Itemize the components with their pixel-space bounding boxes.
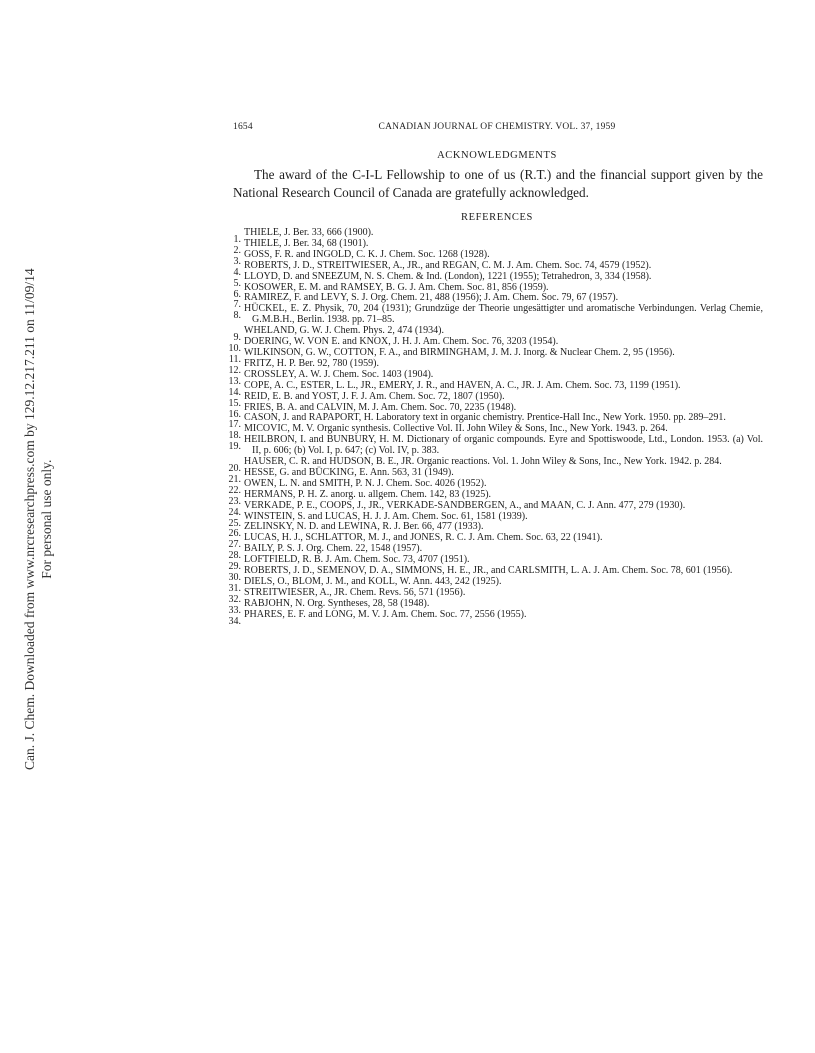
reference-number: 16. xyxy=(228,408,241,420)
reference-number: 26. xyxy=(228,528,241,540)
reference-number: 11. xyxy=(228,353,241,365)
reference-number: 21. xyxy=(228,473,241,485)
reference-text: RAMIREZ, F. and LEVY, S. J. Org. Chem. 21, 488 (1956); J. Am. Chem. Soc. 79, 67 (1957). xyxy=(244,292,619,304)
reference-number: 6. xyxy=(233,288,241,300)
reference-number: 31. xyxy=(228,583,241,594)
references-heading: REFERENCES xyxy=(461,212,533,223)
reference-text: LUCAS, H. J., SCHLATTOR, M. J., and JONES, R. C. J. Am. Chem. Soc. 63, 22 (1941). xyxy=(244,532,603,544)
reference-number: 22. xyxy=(228,484,241,496)
reference-item xyxy=(232,304,763,326)
reference-number: 18. xyxy=(228,430,241,442)
reference-text: LOFTFIELD, R. B. J. Am. Chem. Soc. 73, 4707 (1951). xyxy=(244,554,470,566)
reference-number: 23. xyxy=(228,495,241,507)
reference-text: THIELE, J. Ber. 34, 68 (1901). xyxy=(244,237,369,249)
reference-number: 9. xyxy=(233,332,241,344)
reference-number: 7. xyxy=(233,299,241,311)
reference-text: HEILBRON, I. and BUNBURY, H. M. Dictionary of organic compounds. Eyre and Spottiswoode, Ltd., London. 1953. (a) Vol. II, p. 606; (b) Vol. I, p. 647; (c) Vol. IV, p. 383. xyxy=(244,434,763,457)
reference-text: WINSTEIN, S. and LUCAS, H. J. J. Am. Chem. Soc. 61, 1581 (1939). xyxy=(244,510,528,522)
reference-number: 3. xyxy=(233,255,241,267)
reference-number: 29. xyxy=(228,561,241,573)
reference-text: CROSSLEY, A. W. J. Chem. Soc. 1403 (1904). xyxy=(244,368,434,380)
reference-text: COPE, A. C., ESTER, L. L., JR., EMERY, J. R., and HAVEN, A. C., JR. J. Am. Chem. Soc. 73, 1199 (1951). xyxy=(244,379,681,391)
reference-text: LLOYD, D. and SNEEZUM, N. S. Chem. & Ind. (London), 1221 (1955); Tetrahedron, 3, 334 (1958). xyxy=(244,270,652,282)
reference-text: PHARES, E. F. and LONG, M. V. J. Am. Chem. Soc. 77, 2556 (1955). xyxy=(244,608,527,620)
reference-text: DIELS, O., BLOM, J. M., and KOLL, W. Ann. 443, 242 (1925). xyxy=(244,576,502,587)
journal-title: CANADIAN JOURNAL OF CHEMISTRY. VOL. 37, 1959 xyxy=(378,122,616,132)
reference-number: 2. xyxy=(233,244,241,256)
reference-number: 5. xyxy=(233,277,241,289)
reference-text: STREITWIESER, A., JR. Chem. Revs. 56, 571 (1956). xyxy=(244,586,466,598)
reference-number: 10. xyxy=(228,343,241,355)
reference-text: THIELE, J. Ber. 33, 666 (1900). xyxy=(244,227,374,238)
reference-number: 14. xyxy=(228,386,241,398)
reference-text: BAILY, P. S. J. Org. Chem. 22, 1548 (1957). xyxy=(244,543,423,555)
download-watermark xyxy=(4,0,54,1053)
acknowledgments-heading: ACKNOWLEDGMENTS xyxy=(437,150,557,161)
reference-list xyxy=(228,227,763,627)
reference-number: 8. xyxy=(233,310,241,322)
reference-text: KOSOWER, E. M. and RAMSEY, B. G. J. Am. Chem. Soc. 81, 856 (1959). xyxy=(244,281,549,293)
reference-number: 32. xyxy=(228,593,241,605)
reference-number: 19. xyxy=(228,441,241,453)
reference-text: FRIES, B. A. and CALVIN, M. J. Am. Chem. Soc. 70, 2235 (1948). xyxy=(244,401,517,413)
reference-text: WHELAND, G. W. J. Chem. Phys. 2, 474 (1934). xyxy=(244,325,444,337)
reference-text: HESSE, G. and BÜCKING, E. Ann. 563, 31 (1949). xyxy=(244,466,454,478)
reference-text: MICOVIC, M. V. Organic synthesis. Collective Vol. II. John Wiley & Sons, Inc., New York. 1943. p. 264. xyxy=(244,423,668,435)
reference-text: ROBERTS, J. D., SEMENOV, D. A., SIMMONS, H. E., JR., and CARLSMITH, L. A. J. Am. Chem. Soc. 78, 601 (1956). xyxy=(244,565,733,577)
reference-number: 24. xyxy=(228,506,241,518)
page-number: 1654 xyxy=(233,122,253,132)
reference-number: 33. xyxy=(228,604,241,616)
reference-number: 28. xyxy=(228,550,241,562)
reference-text: CASON, J. and RAPAPORT, H. Laboratory text in organic chemistry. Prentice-Hall Inc., New York. 1950. pp. 289–291. xyxy=(244,412,726,424)
reference-number: 20. xyxy=(228,463,241,475)
reference-text: HÜCKEL, E. Z. Physik, 70, 204 (1931); Grundzüge der Theorie ungesättigter und aromatische Verbindungen. Verlag Chemie, G.M.B.H., Berlin. 1938. pp. 71–85. xyxy=(244,303,763,326)
reference-number: 1. xyxy=(233,234,241,245)
reference-number: 17. xyxy=(228,419,241,431)
reference-text: WILKINSON, G. W., COTTON, F. A., and BIRMINGHAM, J. M. J. Inorg. & Nuclear Chem. 2, 95 (1956). xyxy=(244,346,675,358)
reference-text: RABJOHN, N. Org. Syntheses, 28, 58 (1948). xyxy=(244,597,430,609)
reference-number: 25. xyxy=(228,517,241,529)
reference-text: REID, E. B. and YOST, J. F. J. Am. Chem. Soc. 72, 1807 (1950). xyxy=(244,390,505,402)
reference-number: 30. xyxy=(228,572,241,584)
reference-number: 13. xyxy=(228,375,241,387)
reference-text: GOSS, F. R. and INGOLD, C. K. J. Chem. Soc. 1268 (1928). xyxy=(244,248,490,260)
reference-number: 4. xyxy=(233,266,241,278)
reference-text: ZELINSKY, N. D. and LEWINA, R. J. Ber. 66, 477 (1933). xyxy=(244,521,484,533)
reference-text: DOERING, W. VON E. and KNOX, J. H. J. Am. Chem. Soc. 76, 3203 (1954). xyxy=(244,336,559,348)
reference-number: 34. xyxy=(228,615,241,627)
reference-text: ROBERTS, J. D., STREITWIESER, A., JR., and REGAN, C. M. J. Am. Chem. Soc. 74, 4579 (1952). xyxy=(244,259,652,271)
reference-text: FRITZ, H. P. Ber. 92, 780 (1959). xyxy=(244,357,379,369)
reference-text: VERKADE, P. E., COOPS, J., JR., VERKADE-SANDBERGEN, A., and MAAN, C. J. Ann. 477, 279 (1930). xyxy=(244,499,686,511)
reference-text: OWEN, L. N. and SMITH, P. N. J. Chem. Soc. 4026 (1952). xyxy=(244,477,487,489)
download-source-line: Can. J. Chem. Downloaded from www.nrcresearchpress.com by 129.12.217.211 on 11/09/14 xyxy=(22,268,37,770)
reference-text: HERMANS, P. H. Z. anorg. u. allgem. Chem. 142, 83 (1925). xyxy=(244,488,492,500)
personal-use-line: For personal use only. xyxy=(39,459,54,579)
reference-number: 27. xyxy=(228,539,241,551)
reference-text: HAUSER, C. R. and HUDSON, B. E., JR. Organic reactions. Vol. 1. John Wiley & Sons, Inc., New York. 1942. p. 284. xyxy=(244,456,722,468)
reference-number: 15. xyxy=(228,397,241,409)
reference-number: 12. xyxy=(228,364,241,376)
acknowledgments-text: The award of the C-I-L Fellowship to one of us (R.T.) and the financial support given by the National Research Council of Canada are gratefully acknowledged. xyxy=(233,167,763,200)
